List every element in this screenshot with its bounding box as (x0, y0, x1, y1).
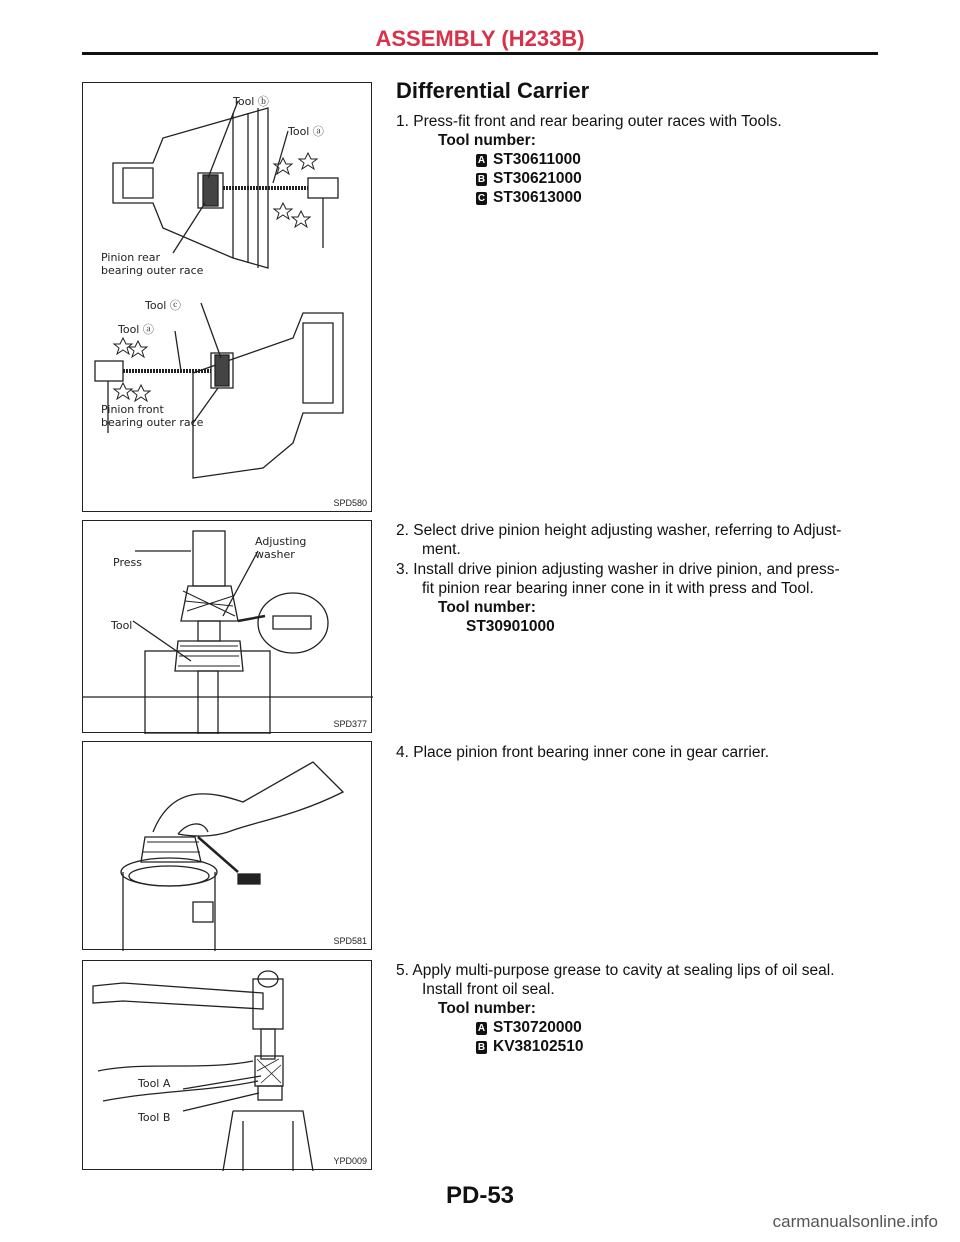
hand-placing-bearing-illustration (83, 742, 373, 951)
label-press: Press (113, 556, 142, 569)
label-rear-bearing-outer-race: bearing outer race (101, 264, 204, 277)
label-washer: washer (255, 548, 295, 561)
label-tool-a: Tool ⓐ (288, 125, 324, 138)
step-1-tool-a: A ST30611000 (477, 151, 581, 168)
figure-spd581 (82, 741, 372, 950)
label-tool-a-lower: Tool ⓐ (118, 323, 154, 336)
label-front-bearing-outer-race: bearing outer race (101, 416, 204, 429)
label-tool-b: Tool ⓑ (233, 95, 269, 108)
header-divider (82, 52, 878, 55)
oil-seal-install-illustration (83, 961, 373, 1171)
step-1-tool-b: B ST30621000 (477, 170, 582, 187)
step-3-tool-heading: Tool number: (438, 599, 536, 616)
step-1-tool-c: C ST30613000 (477, 189, 582, 206)
figure-spd377 (82, 520, 372, 733)
step-5-tool-b: B KV38102510 (477, 1038, 584, 1055)
watermark: carmanualsonline.info (772, 1212, 938, 1231)
page-header-title: ASSEMBLY (H233B) (375, 26, 585, 51)
label-adjusting: Adjusting (255, 535, 307, 548)
label-tool-b: Tool B (138, 1111, 171, 1124)
bearing-race-press-illustration (83, 83, 373, 513)
label-pinion-front: Pinion front (101, 403, 164, 416)
step-5-text: 5. Apply multi-purpose grease to cavity at sealing lips of oil seal. Install front oil seal. (396, 962, 835, 998)
pinion-press-illustration (83, 521, 373, 734)
label-tool: Tool (111, 619, 133, 632)
step-3-text: 3. Install drive pinion adjusting washer in drive pinion, and press- fit pinion rear bearing inner cone in it with press and Tool. (396, 561, 840, 597)
figure-code: SPD377 (333, 719, 367, 729)
step-1-text: 1. Press-fit front and rear bearing outer races with Tools. (396, 113, 782, 130)
step-5-tool-a: A ST30720000 (477, 1019, 582, 1036)
figure-spd580 (82, 82, 372, 512)
step-1-tool-heading: Tool number: (438, 132, 536, 149)
step-4-text: 4. Place pinion front bearing inner cone in gear carrier. (396, 744, 770, 761)
label-pinion-rear: Pinion rear (101, 251, 160, 264)
figure-code: YPD009 (333, 1156, 367, 1166)
figure-code: SPD581 (333, 936, 367, 946)
figure-code: SPD580 (333, 498, 367, 508)
section-title: Differential Carrier (396, 78, 590, 103)
label-tool-a: Tool A (138, 1077, 171, 1090)
page-number: PD-53 (445, 1182, 515, 1209)
step-2-text: 2. Select drive pinion height adjusting washer, referring to Adjust- ment. (396, 522, 842, 558)
step-3-tool-number: ST30901000 (466, 618, 555, 635)
label-tool-c: Tool ⓒ (145, 299, 181, 312)
figure-ypd009 (82, 960, 372, 1170)
step-5-tool-heading: Tool number: (438, 1000, 536, 1017)
